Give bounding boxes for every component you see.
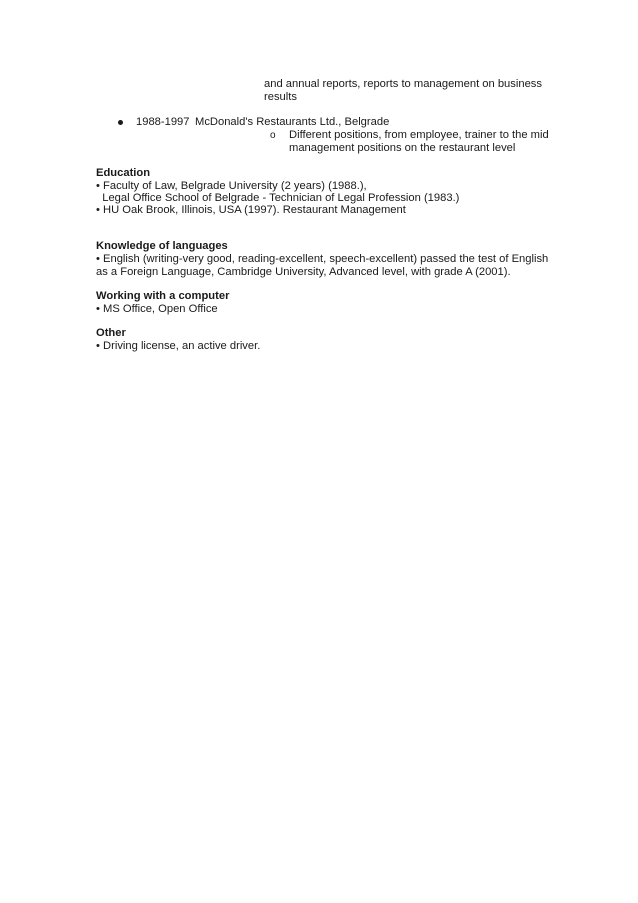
job-detail-line-1: Different positions, from employee, trainer to the mid <box>289 129 549 141</box>
job-years: 1988-1997 <box>136 116 190 128</box>
job-detail-line-2: management positions on the restaurant level <box>289 142 516 154</box>
job-employer: McDonald's Restaurants Ltd., Belgrade <box>195 116 390 128</box>
other-line-1: • Driving license, an active driver. <box>96 340 261 352</box>
education-heading: Education <box>96 167 151 179</box>
education-line-2: Legal Office School of Belgrade - Technician of Legal Profession (1983.) <box>96 192 460 204</box>
languages-line-2: as a Foreign Language, Cambridge University, Advanced level, with grade A (2001). <box>96 266 511 278</box>
sub-bullet-icon: o <box>270 130 276 141</box>
computer-line-1: • MS Office, Open Office <box>96 303 218 315</box>
continuation-line-1: and annual reports, reports to management on business <box>264 78 542 90</box>
languages-heading: Knowledge of languages <box>96 240 228 252</box>
education-line-1: • Faculty of Law, Belgrade University (2 years) (1988.), <box>96 180 367 192</box>
other-heading: Other <box>96 327 126 339</box>
languages-line-1: • English (writing-very good, reading-excellent, speech-excellent) passed the test of English <box>96 253 549 265</box>
education-line-3: • HU Oak Brook, Illinois, USA (1997). Restaurant Management <box>96 204 406 216</box>
continuation-line-2: results <box>264 91 297 103</box>
computer-heading: Working with a computer <box>96 290 230 302</box>
job-bullet-icon <box>118 120 123 125</box>
